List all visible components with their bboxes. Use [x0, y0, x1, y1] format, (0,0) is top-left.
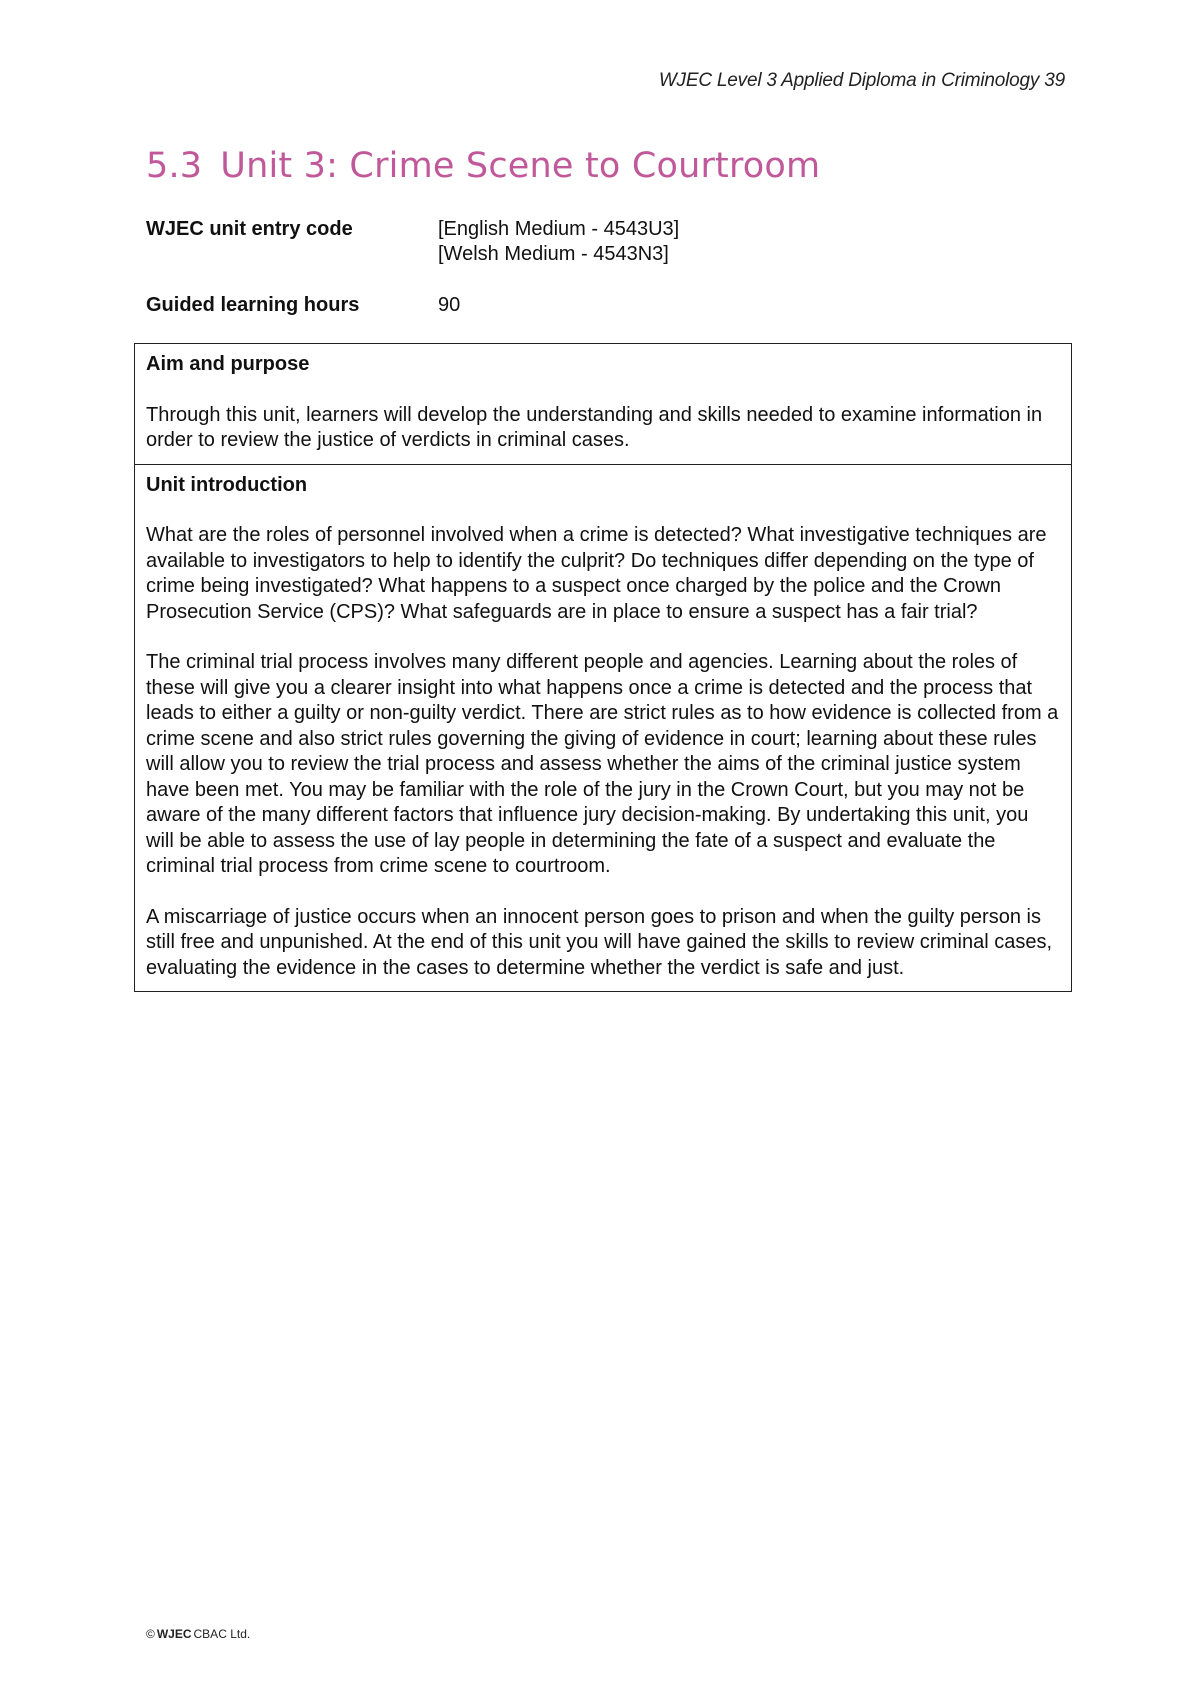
section-title-text: Unit 3: Crime Scene to Courtroom — [220, 146, 821, 186]
aim-body: Through this unit, learners will develop the understanding and skills needed to examine information in order to review the justice of verdicts in criminal cases. — [146, 403, 1043, 451]
section-title — [146, 146, 820, 186]
introduction-paragraph: What are the roles of personnel involved when a crime is detected? What investigative techniques are available to investigators to help to identify the culprit? Do techniques differ depending on the type of crime being investigated? What happens to a suspect once charged by the police and the Crown Prosecution Service (CPS)? What safeguards are in place to ensure a suspect has a fair trial? — [146, 524, 1047, 623]
unit-entry-code-row — [146, 217, 1076, 267]
introduction-row — [135, 464, 1072, 992]
unit-entry-code-label: WJEC unit entry code — [146, 218, 353, 240]
unit-content-table — [134, 343, 1072, 992]
wjec-logo-text: WJEC — [156, 1627, 192, 1641]
unit-entry-code-values — [438, 217, 1076, 267]
copyright-suffix: CBAC Ltd. — [193, 1627, 251, 1641]
guided-hours-row — [146, 293, 1076, 318]
introduction-paragraph: A miscarriage of justice occurs when an innocent person goes to prison and when the guilty person is still free and unpunished. At the end of this unit you will have gained the skills to review criminal cases, evaluating the evidence in the cases to determine whether the verdict is safe and just. — [146, 905, 1053, 979]
copyright-symbol: © — [146, 1627, 155, 1641]
entry-code-welsh: [Welsh Medium - 4543N3] — [438, 243, 669, 265]
aim-cell — [135, 344, 1072, 465]
guided-hours-value: 90 — [438, 294, 461, 316]
copyright-footer — [146, 1627, 250, 1641]
section-number: 5.3 — [146, 146, 203, 186]
introduction-heading: Unit introduction — [146, 473, 308, 496]
guided-hours-label: Guided learning hours — [146, 294, 360, 316]
aim-row — [135, 344, 1072, 465]
introduction-paragraph: The criminal trial process involves many different people and agencies. Learning about the roles of these will give you a clearer insight into what happens once a crime is detected and the process that leads to either a guilty or non-guilty verdict. There are strict rules as to how evidence is collected from a crime scene and also strict rules governing the giving of evidence in court; learning about these rules will allow you to review the trial process and assess whether the aims of the criminal justice system have been met. You may be familiar with the role of the jury in the Crown Court, but you may not be aware of the many different factors that influence jury decision-making. By undertaking this unit, you will be able to assess the use of lay people in determining the fate of a suspect and evaluate the criminal trial process from crime scene to courtroom. — [146, 651, 1059, 877]
running-header: WJEC Level 3 Applied Diploma in Criminology 39 — [658, 70, 1065, 91]
introduction-cell — [135, 464, 1072, 992]
aim-heading: Aim and purpose — [146, 353, 310, 375]
entry-code-english: [English Medium - 4543U3] — [438, 218, 680, 240]
